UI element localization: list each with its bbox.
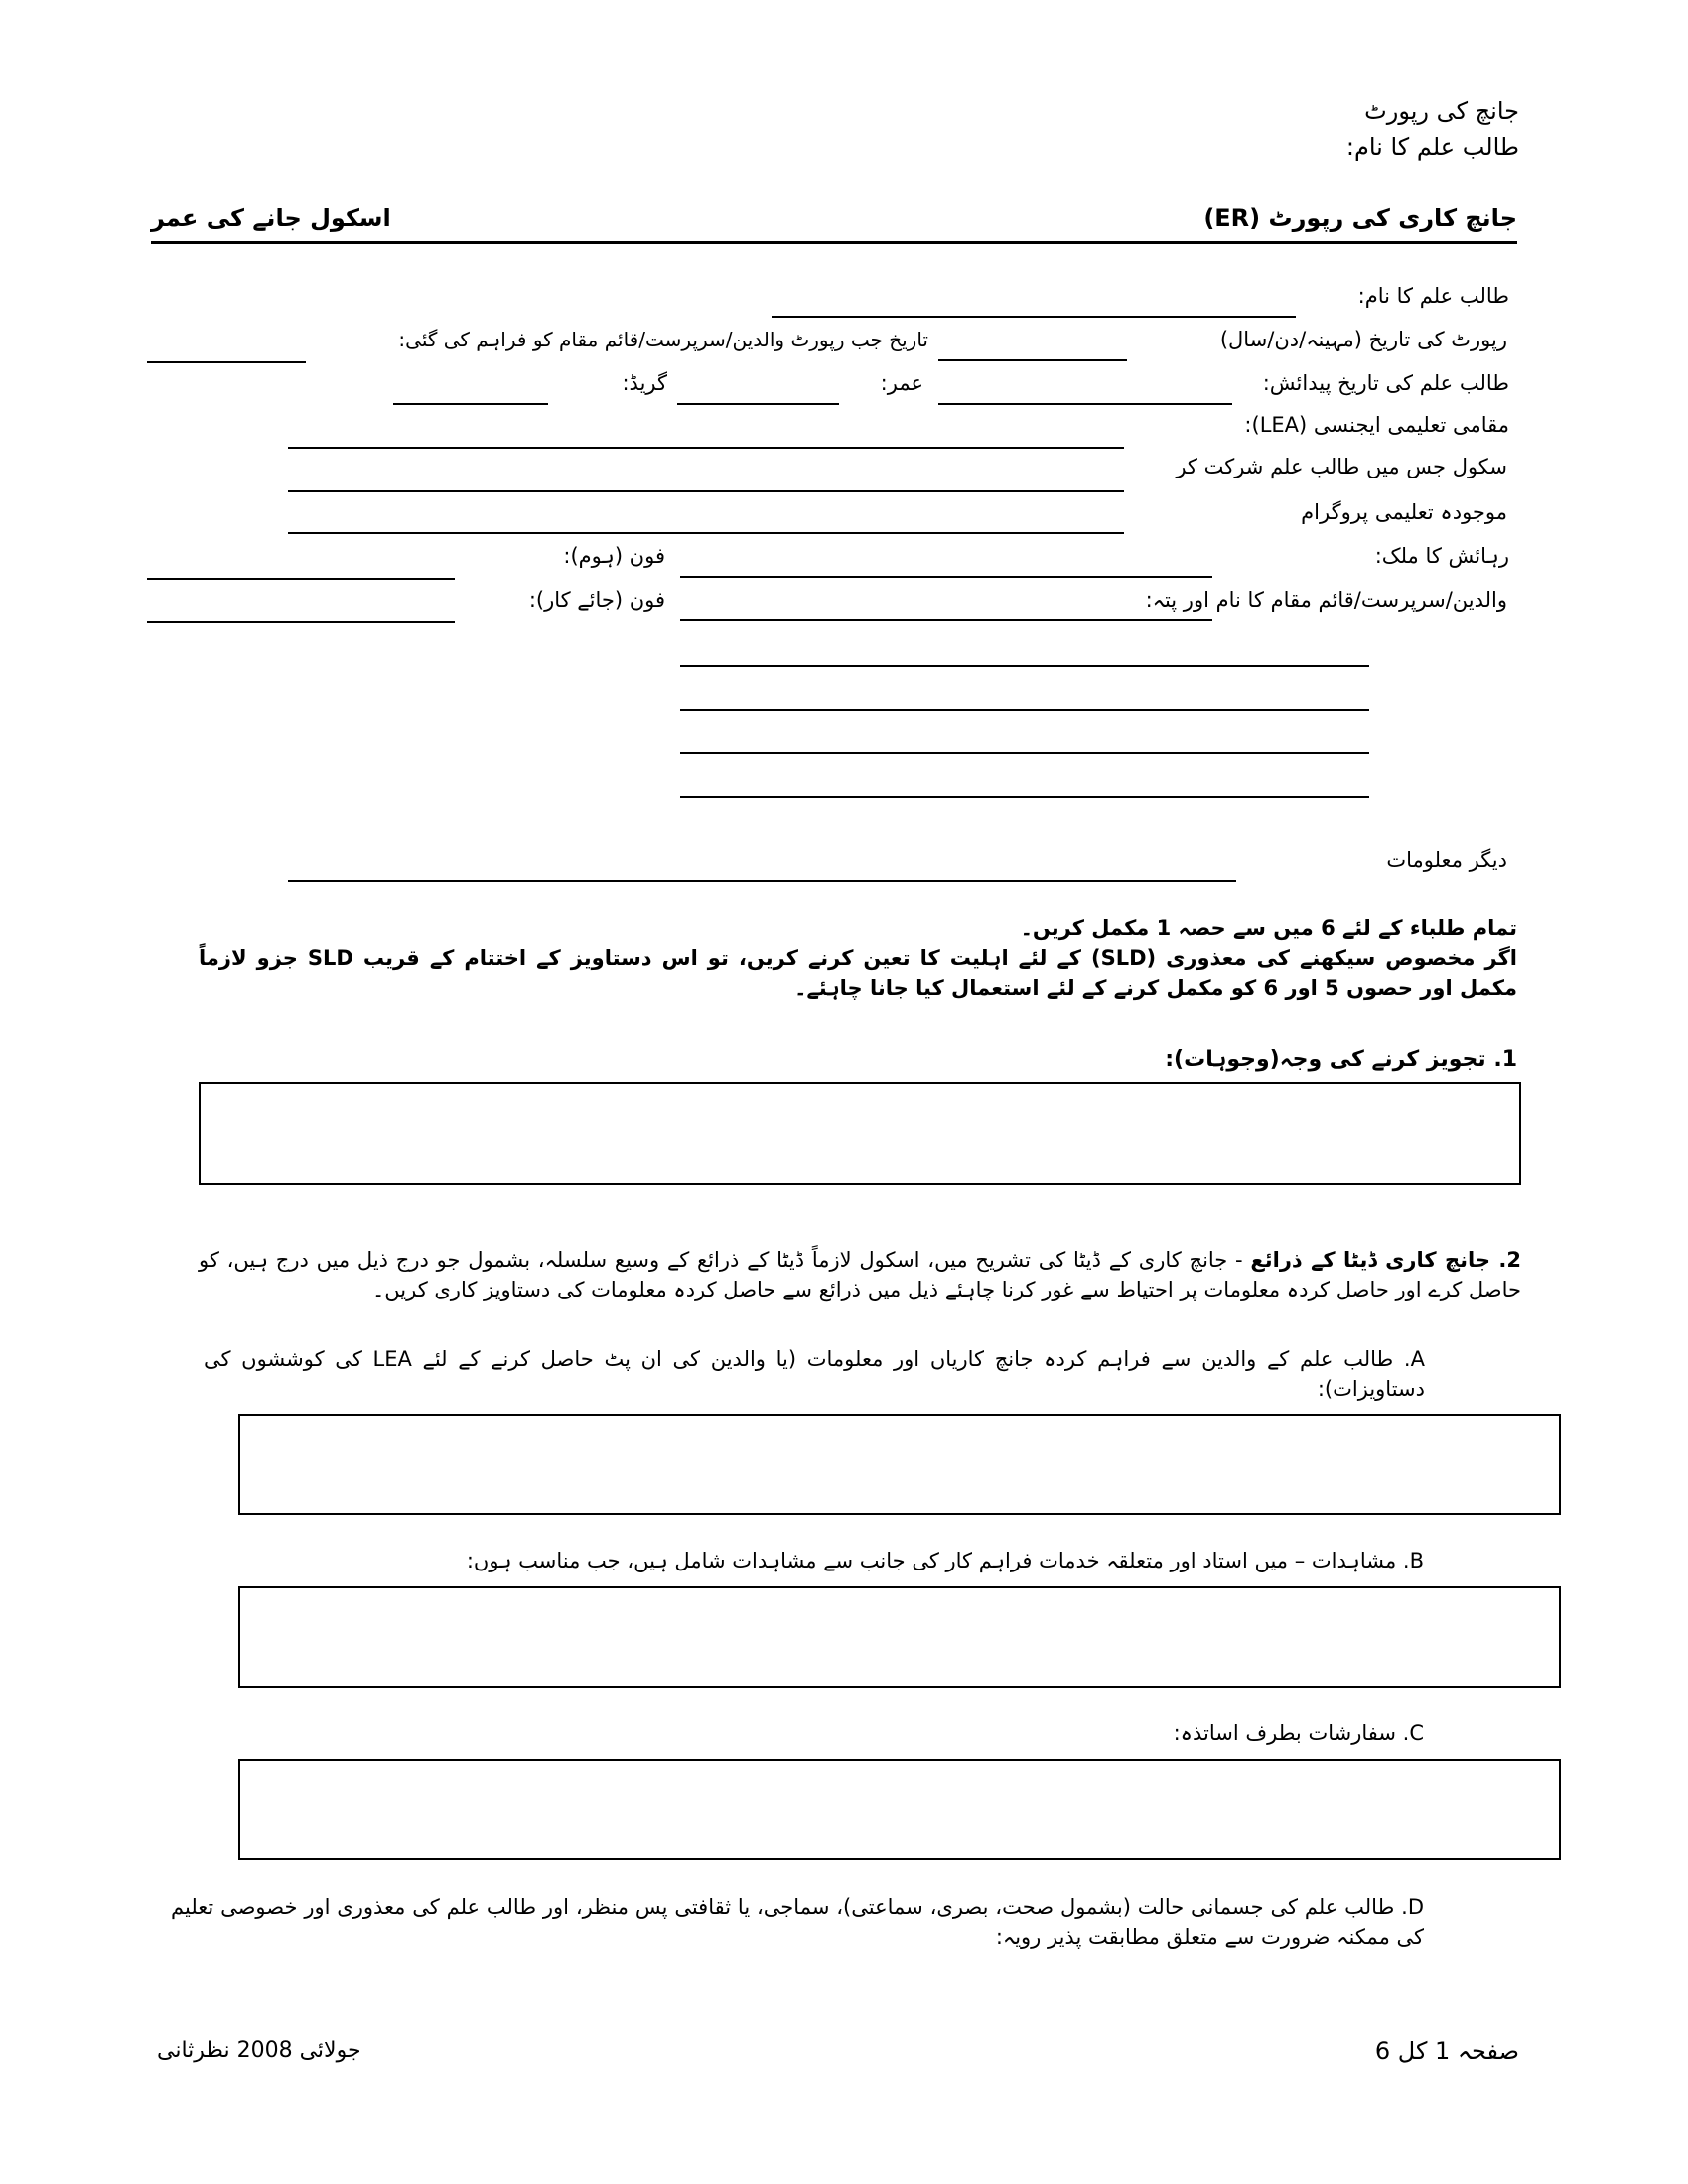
section-2-text (199, 1245, 1521, 1304)
country-field[interactable] (680, 576, 1212, 578)
school-field[interactable] (288, 490, 1124, 492)
report-provided-date-field[interactable] (147, 361, 306, 363)
report-date-field[interactable] (938, 359, 1127, 361)
instruction-line-2: اگر مخصوص سیکھنے کی معذوری (SLD) کے لئے اہلیت کا تعین کرنے کریں، تو اس دستاویز کے اختتام کے قریب SLD جزو لازماً مکمل اور حصوں 5 اور 6 کو مکمل کرنے کے لئے استعمال کیا جانا چاہئے۔ (199, 946, 1517, 1000)
section-2c-box[interactable] (238, 1759, 1561, 1860)
country-label: رہائش کا ملک: (1374, 544, 1509, 568)
student-name-label: طالب علم کا نام: (1357, 284, 1509, 308)
address-line-1[interactable] (680, 665, 1369, 667)
revision-date: جولائی 2008 نظرثانی (157, 2038, 361, 2063)
instruction-line-1: تمام طلباء کے لئے 6 میں سے حصہ 1 مکمل کریں۔ (1020, 916, 1517, 940)
phone-home-field[interactable] (147, 578, 455, 580)
section-2a-label: A. طالب علم کے والدین سے فراہم کردہ جانچ کاریاں اور معلومات (یا والدین کی ان پٹ حاصل کرنے کے لئے LEA کی کوششوں کی دستاویزات): (204, 1347, 1425, 1401)
other-info-label: دیگر معلومات (1386, 848, 1507, 872)
student-name-field[interactable] (772, 316, 1296, 318)
report-provided-date-label: تاریخ جب رپورٹ والدین/سرپرست/قائم مقام کو فراہم کی گئی: (398, 328, 928, 351)
section-1-box[interactable] (199, 1082, 1521, 1185)
section-2-body: - جانچ کاری کے ڈیٹا کی تشریح میں، اسکول لازماً ڈیٹا کے ذرائع کے وسیع سلسلہ، بشمول جو درج ذیل میں درج ہیں، کو حاصل کرے اور حاصل کردہ معلومات پر احتیاط سے غور کرنا چاہئے ذیل میں ذرائع سے حاصل کردہ معلومات کی دستاویز کاری کریں۔ (199, 1248, 1521, 1301)
section-1-title: 1. تجویز کرنے کی وجہ(وجوہات): (1165, 1047, 1517, 1072)
lea-field[interactable] (288, 447, 1124, 449)
address-line-4[interactable] (680, 796, 1369, 798)
section-2c-label: C. سفارشات بطرف اساتذہ: (1173, 1721, 1424, 1745)
section-2d-label: D. طالب علم کی جسمانی حالت (بشمول صحت، بصری، سماعتی)، سماجی، یا ثقافتی پس منظر، اور طالب علم کی معذوری اور خصوصی تعلیم کی ممکنہ ضرورت سے متعلق مطابقت پذیر رویہ: (171, 1895, 1424, 1949)
grade-label: گریڈ: (622, 371, 667, 395)
phone-home-label: فون (ہوم): (563, 544, 665, 568)
school-label: سکول جس میں طالب علم شرکت کر (1176, 455, 1507, 478)
report-date-label: رپورٹ کی تاریخ (مہینہ/دن/سال) (1219, 328, 1507, 351)
other-info-field[interactable] (288, 880, 1236, 882)
section-2-title: 2. جانچ کاری ڈیٹا کے ذرائع (1250, 1248, 1521, 1272)
parent-name-address-field[interactable] (680, 619, 1212, 621)
grade-field[interactable] (393, 403, 548, 405)
header-divider (151, 241, 1517, 244)
lea-label: مقامی تعلیمی ایجنسی (LEA): (1244, 413, 1509, 437)
phone-work-label: فون (جائے کار): (528, 588, 665, 612)
birth-date-label: طالب علم کی تاریخ پیدائش: (1262, 371, 1509, 395)
birth-date-field[interactable] (938, 403, 1232, 405)
age-field[interactable] (677, 403, 839, 405)
page-subtitle: اسکول جانے کی عمر (151, 205, 391, 232)
program-label: موجودہ تعلیمی پروگرام (1301, 500, 1507, 524)
section-2b-label: B. مشاہدات – میں استاد اور متعلقہ خدمات فراہم کار کی جانب سے مشاہدات شامل ہیں، جب مناسب ہوں: (466, 1549, 1424, 1572)
phone-work-field[interactable] (147, 621, 455, 623)
section-2b-box[interactable] (238, 1586, 1561, 1688)
student-name-header: طالب علم کا نام: (1345, 133, 1519, 161)
address-line-3[interactable] (680, 752, 1369, 754)
program-field[interactable] (288, 532, 1124, 534)
page-title: جانچ کاری کی رپورٹ (ER) (1203, 205, 1517, 232)
page-number: صفحہ 1 کل 6 (1374, 2037, 1519, 2065)
address-line-2[interactable] (680, 709, 1369, 711)
age-label: عمر: (880, 371, 923, 395)
report-title-line: جانچ کی رپورٹ (1364, 97, 1519, 125)
parent-name-address-label: والدین/سرپرست/قائم مقام کا نام اور پتہ: (1145, 588, 1507, 612)
section-2a-box[interactable] (238, 1414, 1561, 1515)
